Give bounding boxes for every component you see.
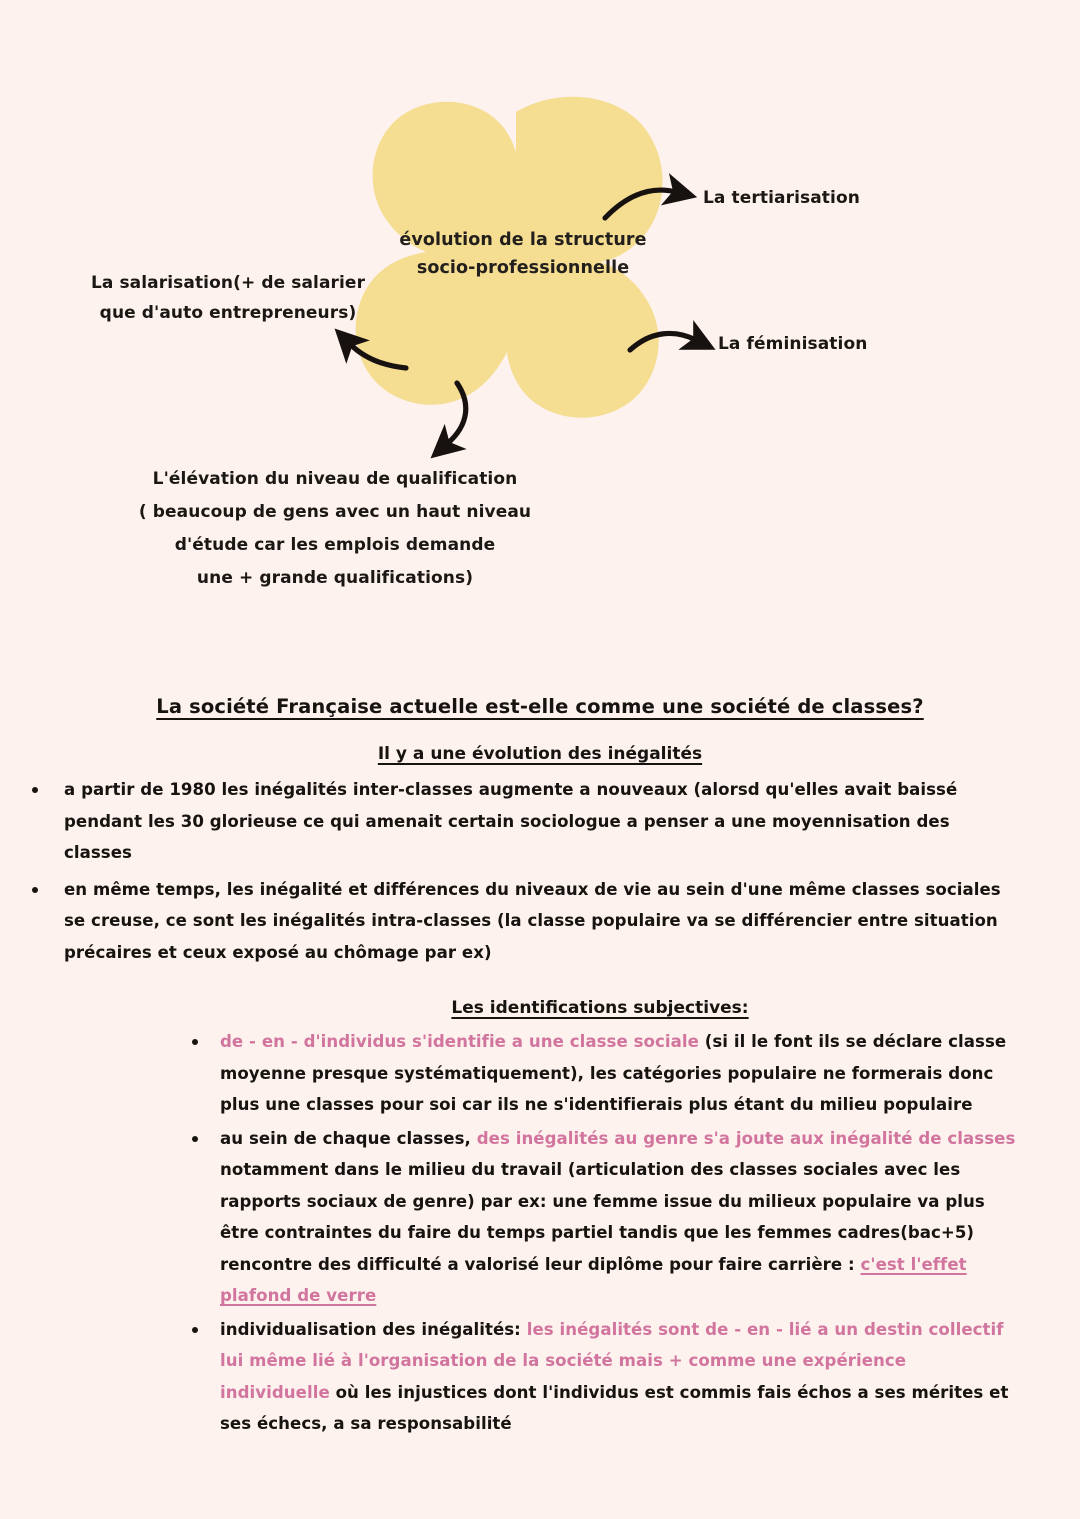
list-item-lead: au sein de chaque classes, — [220, 1128, 477, 1148]
highlighted-text: des inégalités au genre s'a joute aux inégalité de classes — [476, 1128, 1016, 1148]
list-item-text: a partir de 1980 les inégalités inter-classes augmente a nouveaux (alorsd qu'elles avait baissé pendant les 30 glorieuse ce qui amenait certain sociologue a penser a une moyennisation des classes — [64, 780, 958, 862]
section-heading-identifications-subjectives: Les identifications subjectives: — [451, 998, 749, 1018]
highlighted-text: les inégalités sont de - en - lié a un destin collectif lui même lié à l'organisation de la société mais + comme une expérience individuelle — [220, 1319, 1004, 1402]
mindmap-node-tertiarisation — [703, 183, 860, 213]
mindmap-node-elevation — [120, 463, 550, 595]
node-label-line-4: une + grande qualifications) — [196, 568, 474, 588]
list-item — [24, 774, 1002, 869]
node-label-text: La tertiarisation — [703, 188, 860, 208]
list-item — [24, 874, 1002, 969]
mindmap-node-salarisation — [78, 268, 378, 328]
list-item-text: où les injustices dont l'individus est commis fais échos a ses mérites et ses échecs, a sa responsabilité — [220, 1382, 1009, 1433]
list-item — [186, 1026, 1020, 1121]
bullet-list-identifications — [0, 1026, 1080, 1440]
node-label-line-1: L'élévation du niveau de qualification — [152, 469, 518, 489]
list-item-text: en même temps, les inégalité et différences du niveaux de vie au sein d'une même classes sociales se creuse, ce sont les inégalités intra-classes (la classe populaire va se différencier entre situation précaires et ceux exposé au chômage par ex) — [64, 879, 1001, 962]
list-item-lead: individualisation des inégalités: — [220, 1319, 527, 1339]
section-heading-evolution-inegalites: Il y a une évolution des inégalités — [377, 744, 703, 764]
node-label-line-2: ( beaucoup de gens avec un haut niveau — [138, 502, 532, 522]
mindmap-center-label — [368, 226, 678, 282]
list-item — [186, 1123, 1020, 1312]
node-label-line-2: que d'auto entrepreneurs) — [99, 303, 357, 323]
node-label-line-1: La salarisation(+ de salarier — [90, 273, 366, 293]
mindmap-diagram — [0, 0, 1080, 660]
notes-section — [0, 695, 1080, 1442]
list-item — [186, 1314, 1020, 1440]
highlighted-underlined-text: c'est l'effet plafond de verre — [220, 1254, 967, 1305]
center-label-line-2: socio-professionnelle — [416, 258, 630, 278]
list-item-text: notamment dans le milieu du travail (articulation des classes sociales avec les rapports sociaux de genre) par ex: une femme issue du milieux populaire va plus être contraintes du faire du temps partiel tandis que les femmes cadres(bac+5) rencontre des difficulté a valorisé leur diplôme pour faire carrière : — [220, 1160, 985, 1274]
center-label-line-1: évolution de la structure — [399, 230, 647, 250]
mindmap-node-feminisation — [718, 329, 867, 359]
node-label-line-3: d'étude car les emplois demande — [174, 535, 496, 555]
bullet-list-evolution — [0, 774, 1080, 968]
node-label-text: La féminisation — [718, 334, 868, 354]
page-title: La société Française actuelle est-elle comme une société de classes? — [156, 695, 924, 718]
highlighted-text: de - en - d'individus s'identifie a une classe sociale — [220, 1032, 699, 1051]
list-item-text: (si il le font ils se déclare classe moyenne presque systématiquement), les catégories populaire ne formerais donc plus une classes pour soi car ils ne s'identifierais plus étant du milieu populaire — [220, 1032, 1007, 1114]
